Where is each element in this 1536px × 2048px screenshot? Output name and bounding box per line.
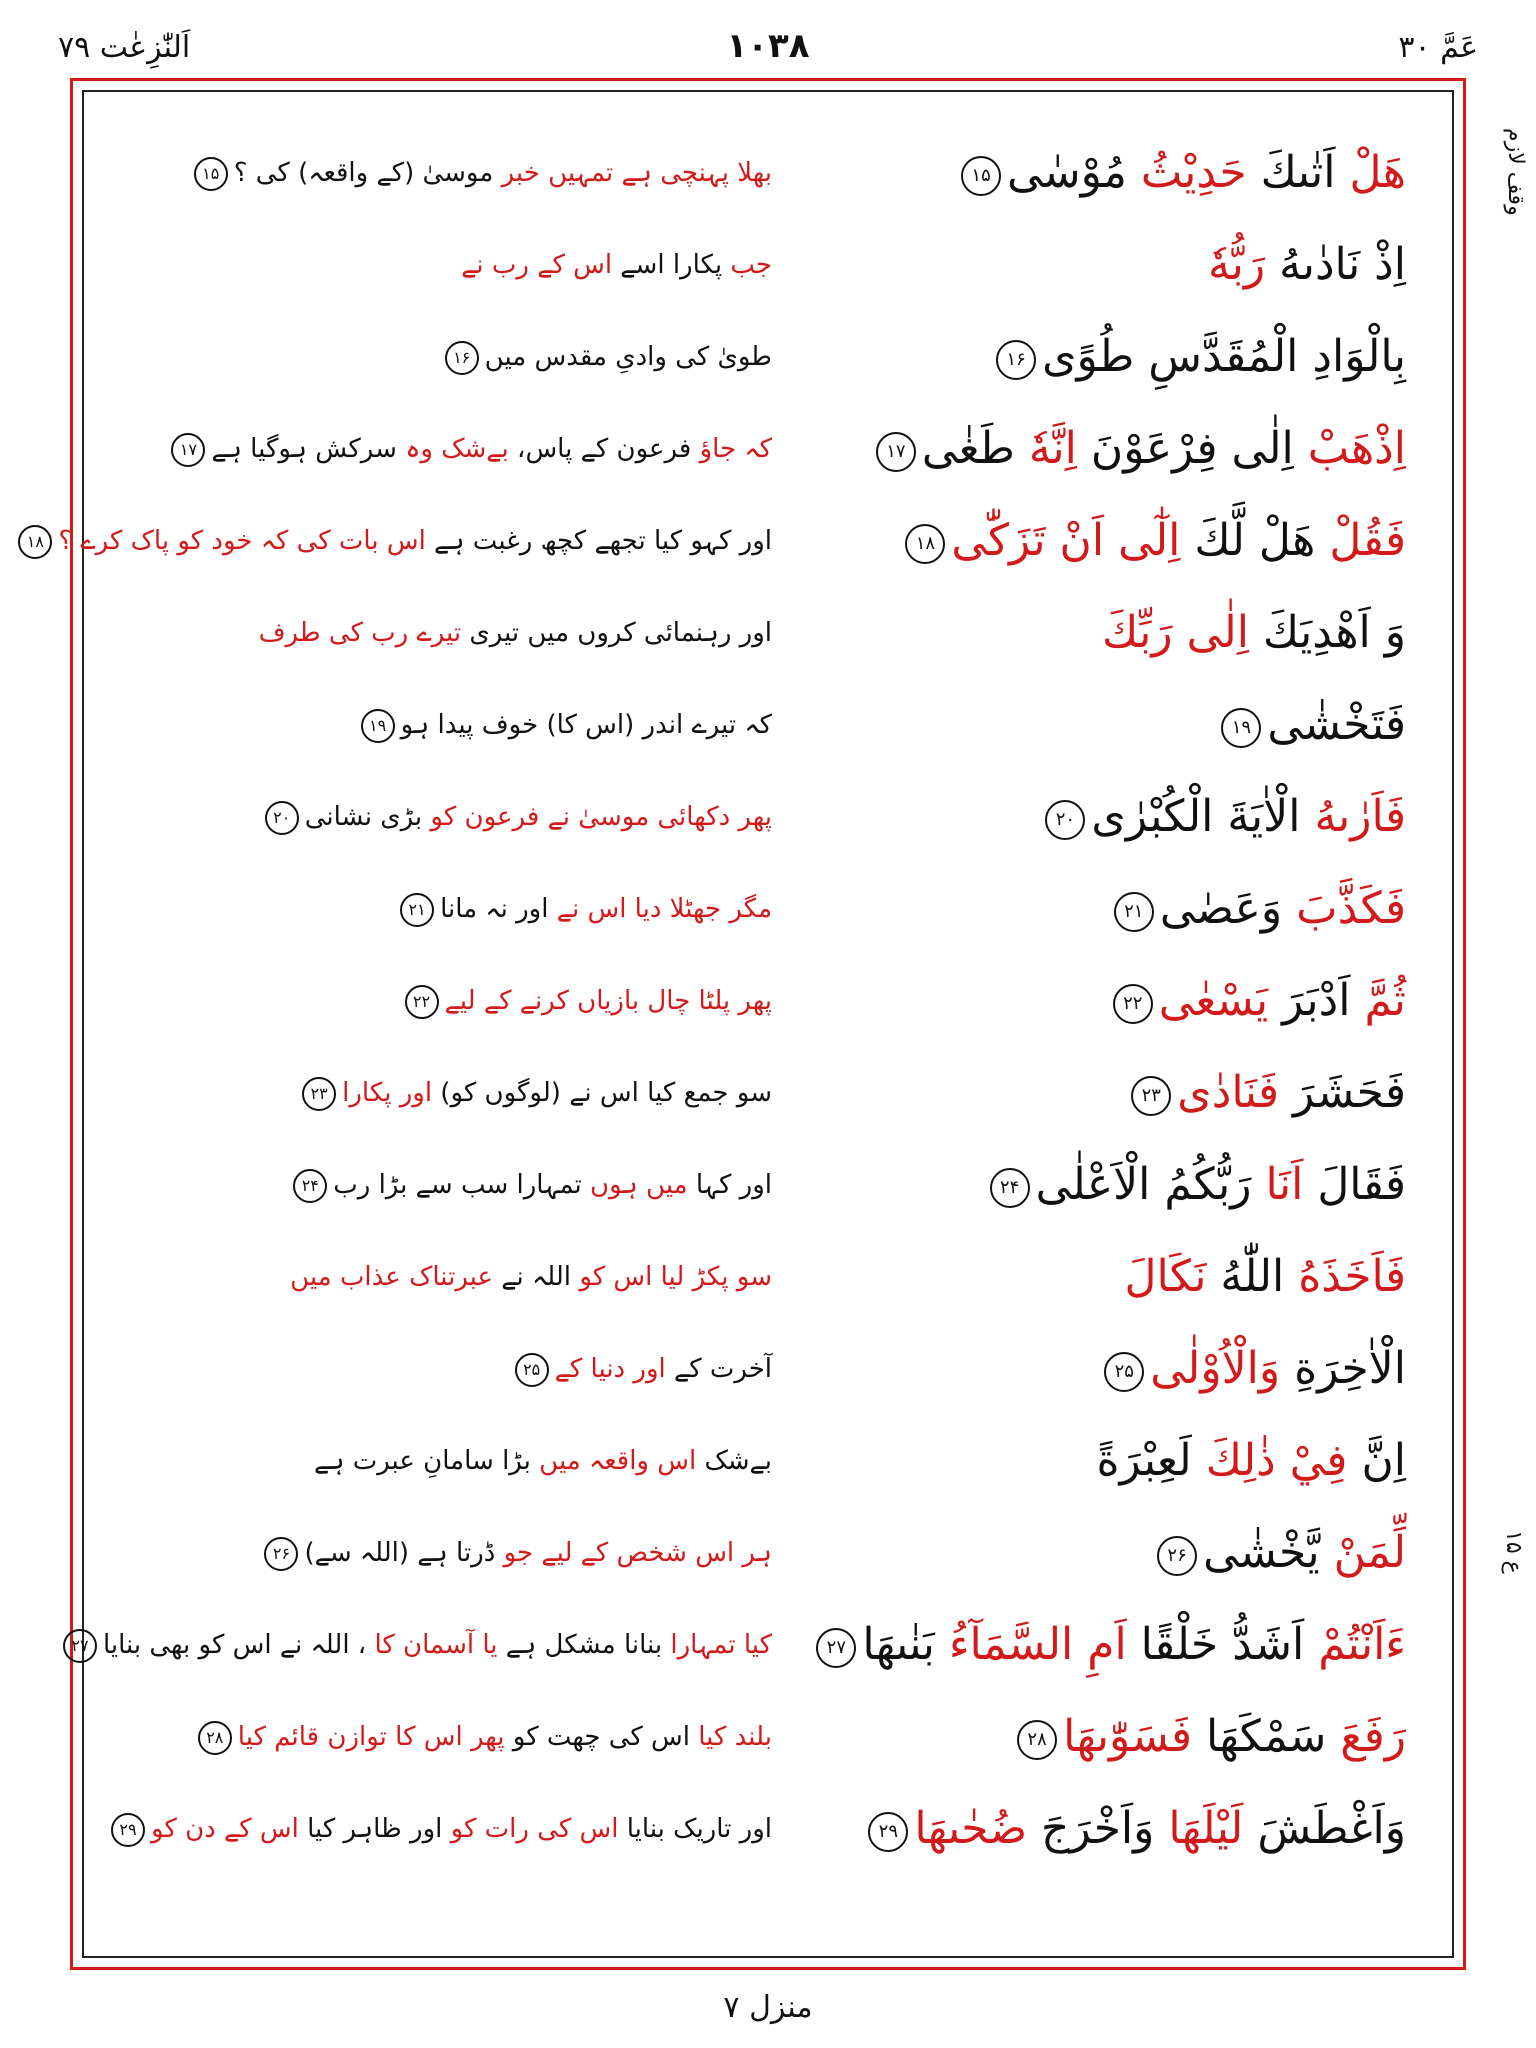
urdu-segment: فرعون کے پاس، bbox=[508, 434, 700, 464]
urdu-segment: بلند کیا bbox=[698, 1722, 772, 1752]
arabic-segment: نَكَالَ bbox=[1124, 1251, 1207, 1302]
urdu-segment: میں ہوں bbox=[590, 1170, 688, 1200]
urdu-segment: پھر اس کا توازن قائم کیا bbox=[237, 1722, 505, 1752]
urdu-segment: ہر اس شخص کے لیے جو bbox=[503, 1538, 772, 1568]
arabic-segment: وَاَخْرَجَ bbox=[1027, 1803, 1169, 1854]
urdu-segment: اس واقعہ میں bbox=[539, 1446, 697, 1476]
arabic-segment: وَالْاُوْلٰى bbox=[1150, 1343, 1281, 1394]
translation-number-marker: ۱۷ bbox=[171, 433, 205, 467]
urdu-segment: اس بات کی کہ خود کو پاک کرے ؟ bbox=[58, 526, 426, 556]
arabic-verse bbox=[766, 864, 1406, 954]
urdu-translation bbox=[112, 956, 772, 1046]
arabic-verse bbox=[766, 1140, 1406, 1230]
urdu-segment: ڈرتا ہے (اللہ سے) bbox=[304, 1538, 504, 1568]
translation-number-marker: ۱۹ bbox=[361, 709, 395, 743]
ayah-number-marker: ۲۳ bbox=[1131, 1076, 1171, 1116]
arabic-segment: اِذْهَبْ bbox=[1307, 423, 1406, 474]
arabic-segment: رَبُّكُمُ الْاَعْلٰى bbox=[1035, 1159, 1266, 1210]
verse-row bbox=[71, 1600, 1454, 1690]
urdu-segment: بھلا پہنچی ہے تمہیں bbox=[539, 158, 772, 188]
ayah-number-marker: ۲۲ bbox=[1113, 984, 1153, 1024]
urdu-segment: تمہارا سب سے بڑا رب bbox=[333, 1170, 590, 1200]
arabic-verse bbox=[766, 1784, 1406, 1874]
arabic-segment: طَغٰى bbox=[921, 423, 1029, 474]
arabic-segment: اَنَا bbox=[1265, 1159, 1304, 1210]
verse-row bbox=[26, 496, 1454, 586]
arabic-segment: فَسَوّٰىهَا bbox=[1063, 1711, 1193, 1762]
verse-row bbox=[82, 956, 1454, 1046]
urdu-segment: سو جمع کیا اس نے (لوگوں کو) bbox=[432, 1078, 772, 1108]
verse-row bbox=[82, 1232, 1454, 1322]
urdu-segment: سو پکڑ لیا اس کو bbox=[579, 1262, 772, 1292]
arabic-segment: الْاٰيَةَ الْكُبْرٰى bbox=[1091, 791, 1315, 842]
ayah-number-marker: ۱۵ bbox=[961, 156, 1001, 196]
urdu-translation bbox=[112, 680, 772, 770]
arabic-segment: مُوْسٰى bbox=[1007, 147, 1141, 198]
ayah-number-marker: ۲۵ bbox=[1104, 1352, 1144, 1392]
arabic-segment: فَقُلْ bbox=[1329, 515, 1406, 566]
ayah-number-marker: ۱۷ bbox=[876, 432, 916, 472]
arabic-verse bbox=[766, 1416, 1406, 1506]
arabic-segment: فَحَشَرَ bbox=[1279, 1067, 1406, 1118]
translation-number-marker: ۲۹ bbox=[111, 1813, 145, 1847]
urdu-segment: اس کے رب نے bbox=[461, 250, 613, 280]
urdu-segment: اور دنیا کے bbox=[554, 1354, 666, 1384]
arabic-segment: وَاَغْطَشَ bbox=[1243, 1803, 1406, 1854]
urdu-segment: طویٰ کی وادیِ مقدس میں bbox=[484, 342, 772, 372]
arabic-segment: الْاٰخِرَةِ bbox=[1280, 1343, 1406, 1394]
arabic-verse bbox=[766, 680, 1406, 770]
urdu-segment: بےشک bbox=[696, 1446, 772, 1476]
urdu-translation bbox=[26, 496, 772, 586]
arabic-segment: يَسْعٰى bbox=[1158, 975, 1269, 1026]
translation-number-marker: ۲۰ bbox=[265, 801, 299, 835]
arabic-segment: ءَاَنْتُمْ bbox=[1318, 1619, 1406, 1670]
arabic-verse bbox=[766, 312, 1406, 402]
arabic-verse bbox=[766, 128, 1406, 218]
arabic-verse bbox=[766, 1600, 1406, 1690]
verse-row bbox=[82, 312, 1454, 402]
ayah-number-marker: ۲۹ bbox=[868, 1812, 908, 1852]
urdu-translation bbox=[112, 772, 772, 862]
urdu-translation bbox=[112, 1416, 772, 1506]
translation-number-marker: ۱۸ bbox=[18, 525, 52, 559]
urdu-translation bbox=[112, 1140, 772, 1230]
ayah-number-marker: ۲۷ bbox=[816, 1628, 856, 1668]
arabic-verse bbox=[766, 772, 1406, 862]
verse-row bbox=[82, 1416, 1454, 1506]
urdu-segment: بڑی نشانی bbox=[304, 802, 431, 832]
ayah-number-marker: ۲۱ bbox=[1114, 892, 1154, 932]
arabic-segment: هَلْ bbox=[1349, 147, 1406, 198]
verse-row bbox=[82, 404, 1454, 494]
arabic-segment: اَدْبَرَ bbox=[1268, 975, 1365, 1026]
urdu-segment: اور ظاہر کیا bbox=[298, 1814, 451, 1844]
urdu-segment: اللہ نے bbox=[493, 1262, 580, 1292]
arabic-segment: ثُمَّ bbox=[1364, 975, 1406, 1026]
arabic-segment: سَمْكَهَا bbox=[1192, 1711, 1341, 1762]
manzil-footer: منزل ۷ bbox=[723, 1990, 813, 2025]
arabic-verse bbox=[766, 404, 1406, 494]
arabic-verse bbox=[766, 1508, 1406, 1598]
arabic-segment: رَبُّهٗ bbox=[1208, 239, 1266, 290]
urdu-segment: جب bbox=[730, 250, 772, 280]
juz-name-header: عَمَّ ۳۰ bbox=[1398, 30, 1478, 65]
surah-name-header: اَلنّٰزِعٰت ۷۹ bbox=[58, 30, 191, 65]
urdu-segment: اس کے دن کو bbox=[151, 1814, 299, 1844]
verse-row bbox=[82, 1048, 1454, 1138]
urdu-translation bbox=[112, 1232, 772, 1322]
urdu-segment: پکارا اسے bbox=[612, 250, 731, 280]
ayah-number-marker: ۲۴ bbox=[990, 1168, 1030, 1208]
arabic-segment: بَنٰىهَا bbox=[862, 1619, 949, 1670]
arabic-segment: فَنَادٰى bbox=[1177, 1067, 1280, 1118]
ayah-number-marker: ۲۰ bbox=[1045, 800, 1085, 840]
verse-row bbox=[82, 1692, 1454, 1782]
urdu-translation bbox=[112, 312, 772, 402]
arabic-verse bbox=[766, 1324, 1406, 1414]
translation-number-marker: ۲۸ bbox=[198, 1721, 232, 1755]
ayah-number-marker: ۲۶ bbox=[1157, 1536, 1197, 1576]
arabic-segment: اِلٰى رَبِّكَ bbox=[1102, 607, 1249, 658]
page-number: ۱۰۳۸ bbox=[726, 26, 810, 66]
arabic-segment: اِلٰى فِرْعَوْنَ bbox=[1076, 423, 1308, 474]
urdu-segment: کیا تمہارا bbox=[670, 1630, 772, 1660]
urdu-segment: بےشک وہ bbox=[405, 434, 509, 464]
urdu-segment: بنانا مشکل ہے bbox=[497, 1630, 671, 1660]
urdu-translation bbox=[112, 1508, 772, 1598]
verse-row bbox=[82, 1324, 1454, 1414]
arabic-segment: فَقَالَ bbox=[1303, 1159, 1406, 1210]
arabic-verse bbox=[766, 1048, 1406, 1138]
arabic-segment: وَ اَهْدِيَكَ bbox=[1248, 607, 1406, 658]
urdu-segment: پھر دکھائی موسیٰ نے فرعون کو bbox=[430, 802, 772, 832]
urdu-segment: اور نہ مانا bbox=[440, 894, 557, 924]
arabic-verse bbox=[766, 588, 1406, 678]
urdu-translation bbox=[112, 1692, 772, 1782]
arabic-segment: فَكَذَّبَ bbox=[1296, 883, 1406, 934]
urdu-segment: اور کہو کیا تجھے کچھ رغبت ہے bbox=[425, 526, 772, 556]
verse-row bbox=[82, 680, 1454, 770]
arabic-verse bbox=[766, 1692, 1406, 1782]
arabic-segment: اِذْ نَادٰىهُ bbox=[1265, 239, 1406, 290]
arabic-segment: فَتَخْشٰى bbox=[1267, 699, 1406, 750]
verse-row bbox=[82, 1140, 1454, 1230]
verse-row bbox=[82, 588, 1454, 678]
arabic-segment: اَتٰىكَ bbox=[1246, 147, 1350, 198]
arabic-segment: هَلْ لَّكَ bbox=[1180, 515, 1330, 566]
arabic-segment: اللّٰهُ bbox=[1206, 1251, 1299, 1302]
arabic-segment: رَفَعَ bbox=[1340, 1711, 1406, 1762]
arabic-verse bbox=[766, 956, 1406, 1046]
arabic-segment: بِالْوَادِ الْمُقَدَّسِ طُوًى bbox=[1042, 331, 1406, 382]
urdu-translation bbox=[112, 1324, 772, 1414]
urdu-translation bbox=[112, 404, 772, 494]
translation-number-marker: ۱۵ bbox=[194, 157, 228, 191]
translation-number-marker: ۲۱ bbox=[400, 893, 434, 927]
ayah-number-marker: ۱۶ bbox=[996, 340, 1036, 380]
urdu-segment: مگر جھٹلا دیا اس نے bbox=[556, 894, 772, 924]
translation-number-marker: ۲۷ bbox=[63, 1629, 97, 1663]
arabic-segment: ضُحٰىهَا bbox=[914, 1803, 1028, 1854]
arabic-segment: اِنَّهٗ bbox=[1028, 423, 1077, 474]
urdu-segment: موسیٰ (کے واقعہ) کی ؟ bbox=[233, 158, 502, 188]
verse-row bbox=[82, 1508, 1454, 1598]
arabic-verse bbox=[766, 496, 1406, 586]
margin-note-ruku: ع ۱۵ bbox=[1501, 1530, 1526, 1574]
urdu-segment: خبر bbox=[501, 158, 540, 188]
arabic-segment: وَعَصٰى bbox=[1159, 883, 1297, 934]
ayah-number-marker: ۱۸ bbox=[905, 524, 945, 564]
translation-number-marker: ۲۶ bbox=[264, 1537, 298, 1571]
verse-row bbox=[82, 772, 1454, 862]
arabic-segment: حَدِيْثُ bbox=[1140, 147, 1247, 198]
urdu-segment: کہ جاؤ bbox=[699, 434, 772, 464]
arabic-segment: فَاَرٰىهُ bbox=[1314, 791, 1406, 842]
urdu-segment: پھر پلٹا bbox=[690, 986, 772, 1016]
arabic-verse bbox=[766, 220, 1406, 310]
urdu-translation bbox=[112, 128, 772, 218]
ayah-number-marker: ۲۸ bbox=[1017, 1720, 1057, 1760]
urdu-translation bbox=[112, 1048, 772, 1138]
urdu-segment: تیرے رب کی طرف bbox=[258, 618, 462, 648]
urdu-segment: کہ تیرے اندر (اس کا) خوف پیدا ہو bbox=[400, 710, 772, 740]
urdu-segment: سرکش ہوگیا ہے bbox=[211, 434, 406, 464]
arabic-segment: اِنَّ bbox=[1347, 1435, 1406, 1486]
urdu-segment: یا آسمان کا bbox=[374, 1630, 498, 1660]
arabic-segment: اِلٰٓى اَنْ تَزَكّٰى bbox=[951, 515, 1181, 566]
arabic-segment: لِّمَنْ bbox=[1333, 1527, 1406, 1578]
arabic-segment: فِيْ ذٰلِكَ bbox=[1205, 1435, 1348, 1486]
arabic-segment: لَعِبْرَةً bbox=[1096, 1435, 1206, 1486]
verse-row bbox=[82, 864, 1454, 954]
urdu-translation bbox=[112, 1784, 772, 1874]
urdu-segment: اور کہا bbox=[687, 1170, 772, 1200]
arabic-segment: فَاَخَذَهُ bbox=[1298, 1251, 1406, 1302]
urdu-segment: اور پکارا bbox=[342, 1078, 433, 1108]
verse-row bbox=[82, 128, 1454, 218]
arabic-verse bbox=[766, 1232, 1406, 1322]
translation-number-marker: ۲۳ bbox=[302, 1077, 336, 1111]
urdu-translation bbox=[112, 864, 772, 954]
arabic-segment: اَمِ السَّمَآءُ bbox=[948, 1619, 1127, 1670]
margin-note-waqf: وقف لازم bbox=[1503, 128, 1528, 216]
urdu-segment: چال بازیاں کرنے کے لیے bbox=[444, 986, 691, 1016]
urdu-segment: بڑا سامانِ عبرت ہے bbox=[313, 1446, 540, 1476]
urdu-segment: ، اللہ نے اس کو بھی بنایا bbox=[102, 1630, 375, 1660]
urdu-segment: اور تاریک بنایا bbox=[618, 1814, 772, 1844]
urdu-segment: اس کی چھت کو bbox=[504, 1722, 699, 1752]
arabic-segment: اَشَدُّ خَلْقًا bbox=[1126, 1619, 1319, 1670]
translation-number-marker: ۲۴ bbox=[293, 1169, 327, 1203]
urdu-segment: اس کی رات کو bbox=[450, 1814, 619, 1844]
arabic-segment: يَّخْشٰى bbox=[1203, 1527, 1334, 1578]
urdu-segment: آخرت کے bbox=[665, 1354, 772, 1384]
ayah-number-marker: ۱۹ bbox=[1221, 708, 1261, 748]
verse-row bbox=[82, 220, 1454, 310]
urdu-segment: اور رہنمائی کروں میں تیری bbox=[461, 618, 772, 648]
arabic-segment: لَيْلَهَا bbox=[1168, 1803, 1244, 1854]
urdu-translation bbox=[112, 588, 772, 678]
translation-number-marker: ۲۲ bbox=[405, 985, 439, 1019]
urdu-translation bbox=[112, 220, 772, 310]
translation-number-marker: ۱۶ bbox=[445, 341, 479, 375]
urdu-segment: عبرتناک عذاب میں bbox=[290, 1262, 494, 1292]
urdu-translation bbox=[71, 1600, 772, 1690]
verse-row bbox=[82, 1784, 1454, 1874]
translation-number-marker: ۲۵ bbox=[515, 1353, 549, 1387]
